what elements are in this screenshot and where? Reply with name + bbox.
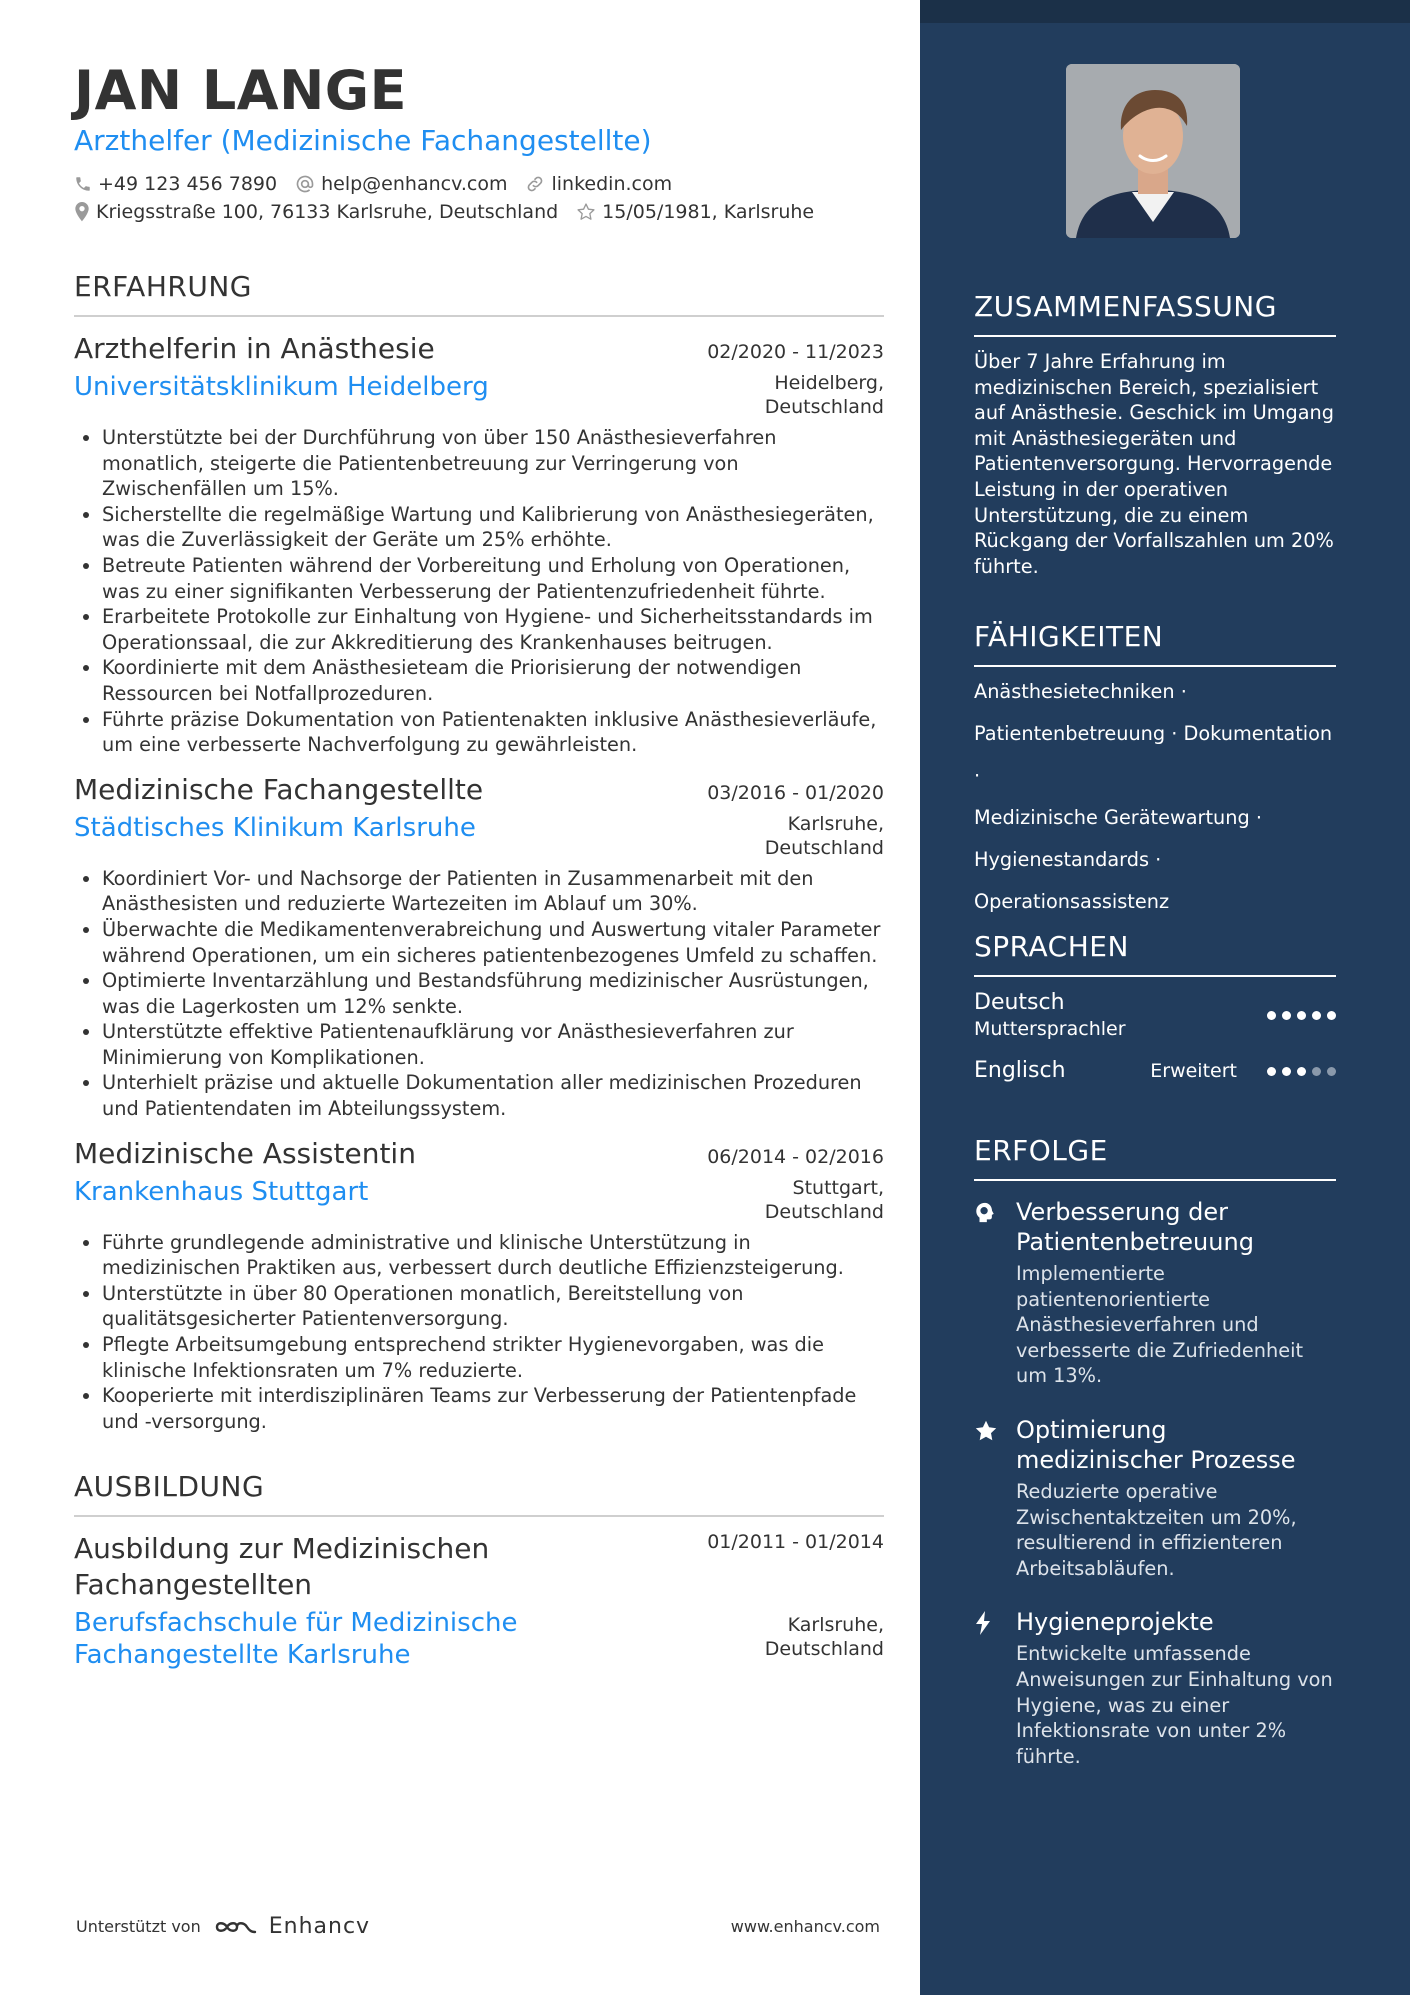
achievement-title: Optimierung medizinischer Prozesse (1016, 1415, 1296, 1474)
powered-by-text: Unterstützt von (76, 1917, 201, 1936)
at-icon (295, 174, 315, 194)
candidate-name: JAN LANGE (74, 59, 407, 122)
lightning-icon (974, 1611, 992, 1635)
education-title: AUSBILDUNG (74, 1470, 884, 1517)
footer-brand: Enhancv (268, 1914, 371, 1939)
list-item: • Sicherstellte die regelmäßige Wartung und Kalibrierung von Anästhesiegeräten, was die Zuverlässigkeit der Geräte um 25% erhöhte. (102, 502, 884, 553)
list-item: • Erarbeitete Protokolle zur Einhaltung von Hygiene- und Sicherheitsstandards im Operationssaal, die zur Akkreditierung des Krankenhauses beitrugen. (102, 604, 884, 655)
rating-dot (1267, 1011, 1276, 1020)
achievement-item (974, 1607, 1336, 1769)
brain-icon (974, 1201, 996, 1225)
birth-text: 15/05/1981, Karlsruhe (602, 201, 815, 223)
job-location-city: Karlsruhe, (787, 812, 884, 835)
job-location (744, 1176, 884, 1224)
contact-linkedin[interactable] (525, 172, 672, 196)
list-item: • Pflegte Arbeitsumgebung entsprechend strikter Hygienevorgaben, was die klinische Infektionsraten um 7% reduzierte. (102, 1332, 884, 1383)
link-icon (525, 174, 545, 194)
contact-email[interactable] (295, 172, 507, 196)
candidate-title: Arzthelfer (Medizinische Fachangestellte) (74, 124, 652, 157)
job-location-country: Deutschland (764, 396, 884, 418)
job-location-country: Deutschland (764, 836, 884, 859)
list-item: • Koordiniert Vor- und Nachsorge der Patienten in Zusammenarbeit mit den Anästhesisten und reduzierte Wartezeiten im Ablauf um 30%. (102, 866, 884, 917)
contact-row-2 (74, 200, 884, 224)
experience-title: ERFAHRUNG (74, 270, 884, 317)
address-text: Kriegsstraße 100, 76133 Karlsruhe, Deutschland (96, 201, 559, 223)
job-bullets (74, 425, 884, 758)
summary-text: Über 7 Jahre Erfahrung im medizinischen Bereich, spezialisiert auf Anästhesie. Geschick im Umgang mit Anästhesiegeräten und Patientenversorgung. Hervorragende Leistung in der operativen Unterstützung, die zu einem Rückgang der Vorfallszahlen um 20% führte. (974, 350, 1334, 578)
star-outline-icon (576, 202, 596, 222)
summary-title: ZUSAMMENFASSUNG (974, 290, 1336, 337)
job-entry (74, 772, 884, 1122)
achievements-section (974, 1134, 1336, 1769)
person-avatar-icon (1066, 64, 1240, 238)
education-section (74, 1470, 884, 1671)
list-item: • Koordinierte mit dem Anästhesieteam die Priorisierung der notwendigen Ressourcen bei Notfallprozeduren. (102, 655, 884, 706)
skill-item: Operationsassistenz (974, 890, 1170, 913)
language-name: Deutsch (974, 990, 1065, 1015)
rating-dot (1297, 1067, 1306, 1076)
job-entry (74, 331, 884, 758)
enhancv-logo-icon (213, 1915, 261, 1939)
summary-section (974, 290, 1336, 579)
job-date: 06/2014 - 02/2016 (707, 1145, 884, 1168)
language-level: Erweitert (1150, 1060, 1237, 1082)
phone-icon (74, 175, 92, 193)
language-rating (1261, 1011, 1336, 1020)
job-location (744, 371, 884, 419)
main-column (74, 60, 884, 1671)
job-role: Medizinische Fachangestellte (74, 772, 484, 806)
rating-dot (1312, 1011, 1321, 1020)
job-company[interactable]: Städtisches Klinikum Karlsruhe (74, 812, 476, 843)
languages-title: SPRACHEN (974, 930, 1336, 977)
skills-title: FÄHIGKEITEN (974, 620, 1336, 667)
list-item: • Führte grundlegende administrative und klinische Unterstützung in medizinischen Praktiken aus, verbessert durch deutliche Effizienzsteigerung. (102, 1230, 884, 1281)
achievement-title: Verbesserung der Patientenbetreuung (1016, 1198, 1254, 1256)
education-school[interactable]: Berufsfachschule für Medizinische Fachangestellte Karlsruhe (74, 1608, 518, 1671)
skill-item: Anästhesietechniken · (974, 680, 1187, 703)
footer-url[interactable]: www.enhancv.com (730, 1917, 880, 1936)
skills-section (974, 620, 1336, 923)
list-item: • Unterstützte in über 80 Operationen monatlich, Bereitstellung von qualitätsgesicherter Patientenversorgung. (102, 1281, 884, 1332)
languages-section (974, 930, 1336, 1085)
list-item: • Unterstützte effektive Patientenaufklärung vor Anästhesieverfahren zur Minimierung von Komplikationen. (102, 1019, 884, 1070)
job-location-city: Stuttgart, (792, 1176, 884, 1199)
education-location (744, 1613, 884, 1661)
skills-list (974, 671, 1336, 923)
rating-dot (1312, 1067, 1321, 1076)
list-item: • Unterhielt präzise und aktuelle Dokumentation aller medizinischen Prozeduren und Patientendaten im Abteilungssystem. (102, 1070, 884, 1121)
job-entry (74, 1136, 884, 1435)
education-degree: Ausbildung zur Medizinischen Fachangestellten (74, 1532, 490, 1602)
sidebar (920, 0, 1410, 1995)
job-company[interactable]: Universitätsklinikum Heidelberg (74, 372, 489, 402)
linkedin-text: linkedin.com (551, 173, 673, 195)
achievement-desc: Reduzierte operative Zwischentaktzeiten um 20%, resultierend in effizienteren Arbeitsabläufen. (1016, 1479, 1297, 1580)
education-location-country: Deutschland (764, 1638, 884, 1661)
language-item (974, 989, 1336, 1041)
list-item: • Führte präzise Dokumentation von Patientenakten inklusive Anästhesieverläufe, um eine verbesserte Nachverfolgung zu gewährleisten. (102, 707, 884, 758)
job-bullets (74, 1230, 884, 1435)
rating-dot (1282, 1067, 1291, 1076)
list-item: • Optimierte Inventarzählung und Bestandsführung medizinischer Ausrüstungen, was die Lagerkosten um 12% senkte. (102, 968, 884, 1019)
education-date: 01/2011 - 01/2014 (707, 1531, 884, 1554)
job-location-country: Deutschland (764, 1200, 884, 1223)
location-pin-icon (74, 202, 90, 222)
contact-birth (576, 200, 814, 224)
rating-dot (1297, 1011, 1306, 1020)
list-item: • Unterstützte bei der Durchführung von über 150 Anästhesieverfahren monatlich, steigerte die Patientenbetreuung zur Verringerung von Zwischenfällen um 15%. (102, 425, 884, 502)
list-item: • Überwachte die Medikamentenverabreichung und Auswertung vitaler Parameter während Operationen, um ein sicheres patientenbezogenes Umfeld zu schaffen. (102, 917, 884, 968)
job-date: 03/2016 - 01/2020 (707, 781, 884, 804)
job-role: Arzthelferin in Anästhesie (74, 332, 435, 365)
profile-photo (1066, 64, 1240, 238)
rating-dot (1327, 1067, 1336, 1076)
phone-text: +49 123 456 7890 (98, 173, 278, 195)
job-location (744, 812, 884, 860)
sidebar-top-bar (920, 0, 1410, 23)
footer-brand-block[interactable] (76, 1914, 370, 1939)
skill-item: Patientenbetreuung · Dokumentation · (974, 722, 1333, 787)
skill-item: Medizinische Gerätewartung · (974, 806, 1262, 829)
star-icon (974, 1419, 998, 1443)
job-bullets (74, 866, 884, 1122)
achievement-desc: Implementierte patientenorientierte Anästhesieverfahren und verbesserte die Zufriedenheit um 13%. (1016, 1262, 1304, 1388)
education-location-city: Karlsruhe, (787, 1614, 884, 1637)
achievement-title: Hygieneprojekte (1016, 1608, 1214, 1637)
list-item: • Betreute Patienten während der Vorbereitung und Erholung von Operationen, was zu einer signifikanten Verbesserung der Patientenzufriedenheit führte. (102, 553, 884, 604)
education-entry (74, 1531, 884, 1671)
job-location-city: Heidelberg, (774, 372, 884, 394)
rating-dot (1282, 1011, 1291, 1020)
experience-section (74, 270, 884, 1434)
rating-dot (1267, 1067, 1276, 1076)
job-date: 02/2020 - 11/2023 (707, 341, 884, 363)
email-text: help@enhancv.com (321, 173, 508, 195)
language-item (974, 1057, 1336, 1085)
job-company[interactable]: Krankenhaus Stuttgart (74, 1176, 369, 1207)
achievement-item (974, 1197, 1336, 1389)
achievement-desc: Entwickelte umfassende Anweisungen zur Einhaltung von Hygiene, was zu einer Infektionsrate von unter 2% führte. (1016, 1642, 1333, 1768)
skill-item: Hygienestandards · (974, 848, 1162, 871)
achievements-title: ERFOLGE (974, 1134, 1336, 1181)
language-level: Muttersprachler (974, 1018, 1126, 1040)
list-item: • Kooperierte mit interdisziplinären Teams zur Verbesserung der Patientenpfade und -versorgung. (102, 1383, 884, 1434)
job-role: Medizinische Assistentin (74, 1136, 416, 1170)
contact-row-1 (74, 172, 884, 196)
language-name: Englisch (974, 1058, 1066, 1083)
contact-phone[interactable] (74, 172, 277, 196)
footer (76, 1914, 880, 1939)
contact-address (74, 200, 558, 224)
achievement-item (974, 1415, 1336, 1581)
language-rating (1261, 1067, 1336, 1076)
rating-dot (1327, 1011, 1336, 1020)
